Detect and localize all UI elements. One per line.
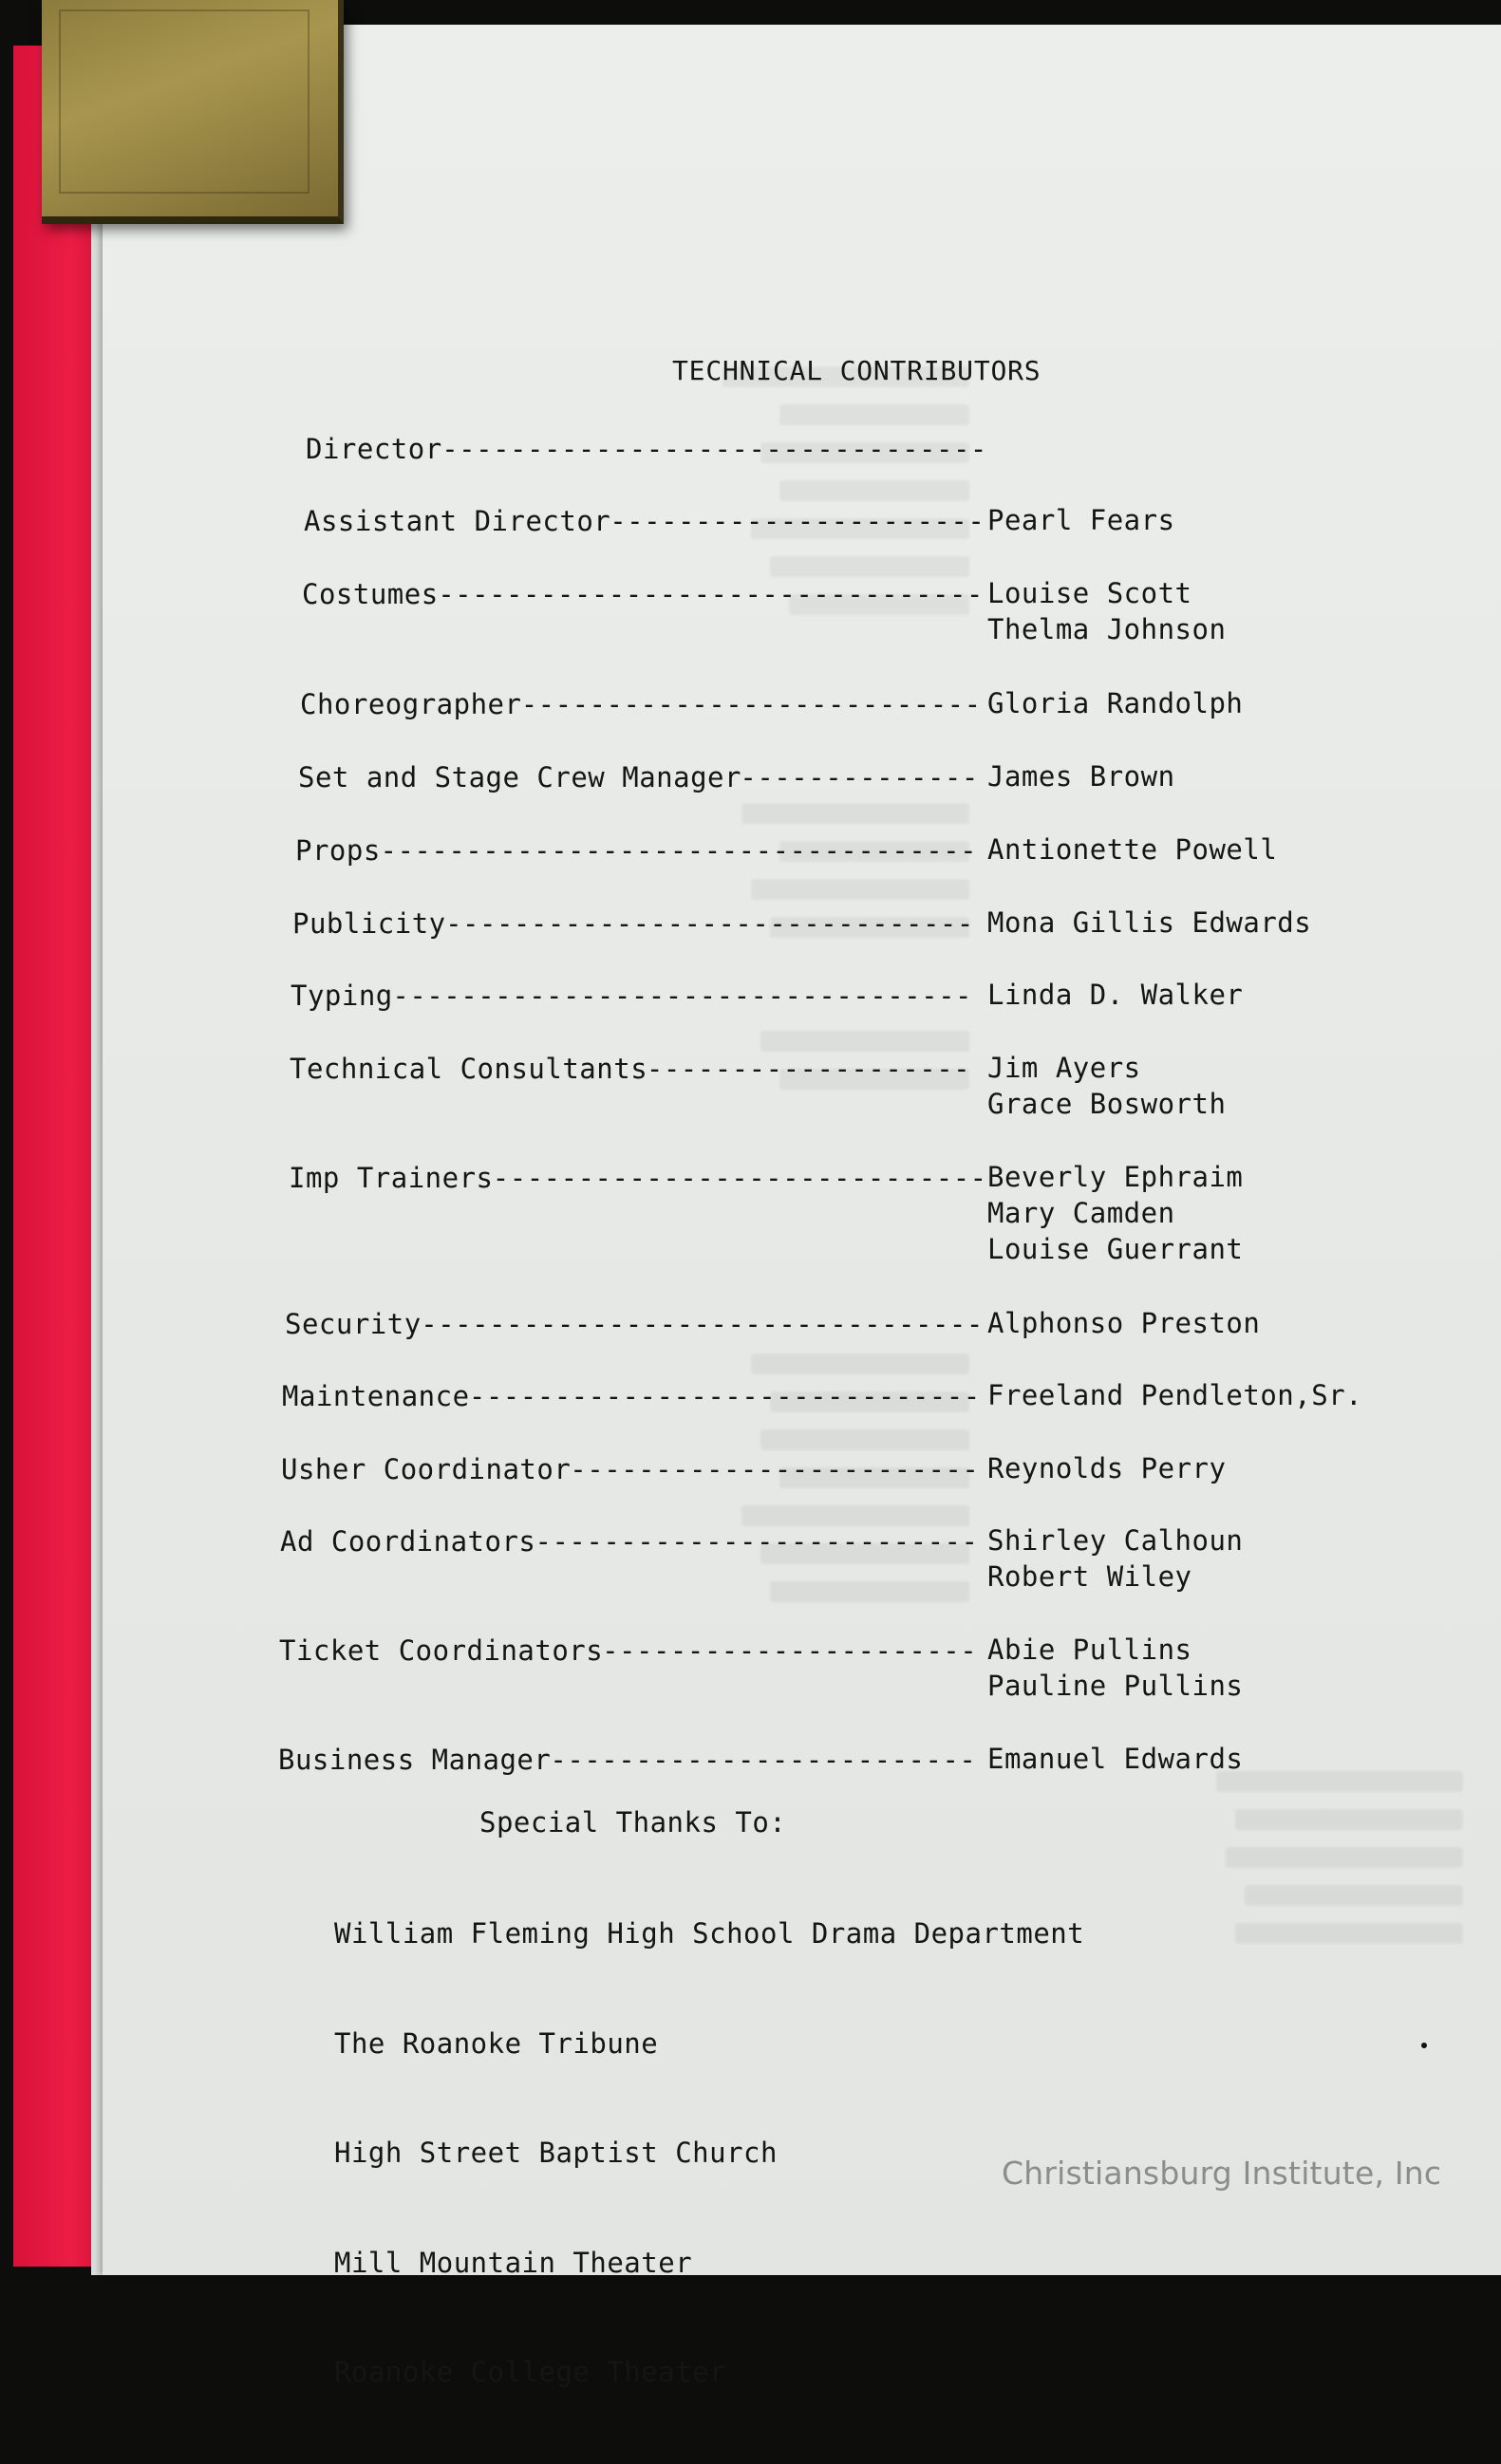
contributor-names	[987, 1632, 1243, 1704]
special-thanks-list	[334, 1842, 1084, 2464]
dash-leader: ----------------------------------	[392, 980, 973, 1012]
contributor-name: Gloria Randolph	[987, 687, 1244, 719]
dash-leader: -------------------------	[550, 1744, 977, 1776]
contributor-role: Set and Stage Crew Manager	[298, 761, 741, 793]
dash-leader: --------------------------	[535, 1525, 979, 1558]
contributor-role: Costumes	[302, 578, 439, 610]
contributor-role: Imp Trainers	[289, 1162, 494, 1194]
contributor-role: Director	[306, 433, 442, 465]
contributor-name: Jim Ayers	[987, 1052, 1141, 1084]
dash-leader: ----------------------	[602, 1634, 978, 1667]
dash-leader: -----------------------------------	[380, 834, 978, 867]
contributor-names	[987, 685, 1243, 721]
dash-leader: --------------------------------	[438, 578, 984, 610]
dash-leader: -------------------------------	[445, 907, 974, 940]
dash-leader: --------------------------------	[441, 433, 987, 465]
contributor-role: Props	[295, 834, 381, 867]
contributor-name: Beverly Ephraim	[987, 1161, 1244, 1193]
special-thanks-item: Mill Mountain Theater	[334, 2246, 693, 2279]
contributor-name: Abie Pullins	[987, 1633, 1192, 1666]
contributor-role: Ticket Coordinators	[279, 1634, 604, 1667]
contributor-name: James Brown	[987, 760, 1175, 793]
contributor-names	[987, 502, 1175, 538]
contributor-role: Security	[285, 1308, 422, 1340]
contributor-names	[987, 758, 1175, 794]
dash-leader: --------------	[740, 761, 979, 793]
contributor-names	[987, 1522, 1243, 1595]
contributor-name: Linda D. Walker	[987, 979, 1244, 1011]
special-thanks-item: The Roanoke Tribune	[334, 2026, 659, 2060]
contributor-role: Business Manager	[278, 1744, 552, 1776]
contributor-names	[987, 1377, 1362, 1413]
contributor-names	[987, 575, 1226, 647]
contributor-role: Maintenance	[282, 1380, 470, 1412]
special-thanks-item: William Fleming High School Drama Department	[334, 1917, 1085, 1950]
contributor-name: Louise Scott	[987, 577, 1192, 609]
contributor-name: Pauline Pullins	[987, 1670, 1244, 1702]
special-thanks-item: High Street Baptist Church	[334, 2137, 778, 2169]
dash-leader: ---------------------------	[520, 688, 982, 720]
dash-leader: ---------------------------------	[421, 1308, 984, 1340]
contributor-name: Louise Guerrant	[987, 1233, 1244, 1265]
dash-leader: -----------------------------	[492, 1162, 987, 1194]
contributor-role: Ad Coordinators	[280, 1525, 536, 1558]
contributor-role: Assistant Director	[304, 505, 611, 537]
contributor-name: Pearl Fears	[987, 504, 1175, 536]
contributor-role: Typing	[291, 980, 393, 1012]
contributor-names	[987, 831, 1277, 868]
dash-leader: ----------------------	[610, 505, 985, 537]
contributor-role: Technical Consultants	[290, 1053, 648, 1085]
contributor-name: Freeland Pendleton,Sr.	[987, 1379, 1363, 1411]
contributor-name: Thelma Johnson	[987, 613, 1227, 645]
watermark: Christiansburg Institute, Inc	[1002, 2155, 1442, 2192]
contributor-names	[987, 1159, 1243, 1267]
contributor-name: Reynolds Perry	[987, 1452, 1227, 1484]
contributor-names	[987, 1305, 1260, 1341]
special-thanks-heading: Special Thanks To:	[479, 1806, 787, 1839]
contributor-name: Shirley Calhoun	[987, 1524, 1244, 1557]
contributor-names	[987, 1450, 1226, 1486]
contributor-names	[987, 1050, 1226, 1122]
dash-leader: ------------------------------	[468, 1380, 981, 1412]
contributor-names	[987, 977, 1243, 1013]
contributor-role: Publicity	[292, 907, 446, 940]
dash-leader: ------------------------	[570, 1453, 980, 1485]
page-title: TECHNICAL CONTRIBUTORS	[672, 355, 1041, 386]
contributor-name: Emanuel Edwards	[987, 1743, 1244, 1775]
contributor-role: Choreographer	[300, 688, 522, 720]
contributor-role: Usher Coordinator	[281, 1453, 572, 1485]
contributor-name: Mona Gillis Edwards	[987, 906, 1312, 939]
contributor-names	[987, 1741, 1243, 1777]
ink-speck	[1421, 2043, 1427, 2048]
contributor-name: Alphonso Preston	[987, 1307, 1261, 1339]
contributor-name: Mary Camden	[987, 1197, 1175, 1229]
dash-leader: -------------------	[646, 1053, 971, 1085]
contributor-name: Robert Wiley	[987, 1560, 1192, 1593]
special-thanks-item: Roanoke College Theater	[334, 2356, 727, 2388]
contributor-names	[987, 905, 1311, 941]
contributor-name: Antionette Powell	[987, 833, 1278, 866]
contributor-name: Grace Bosworth	[987, 1088, 1227, 1120]
